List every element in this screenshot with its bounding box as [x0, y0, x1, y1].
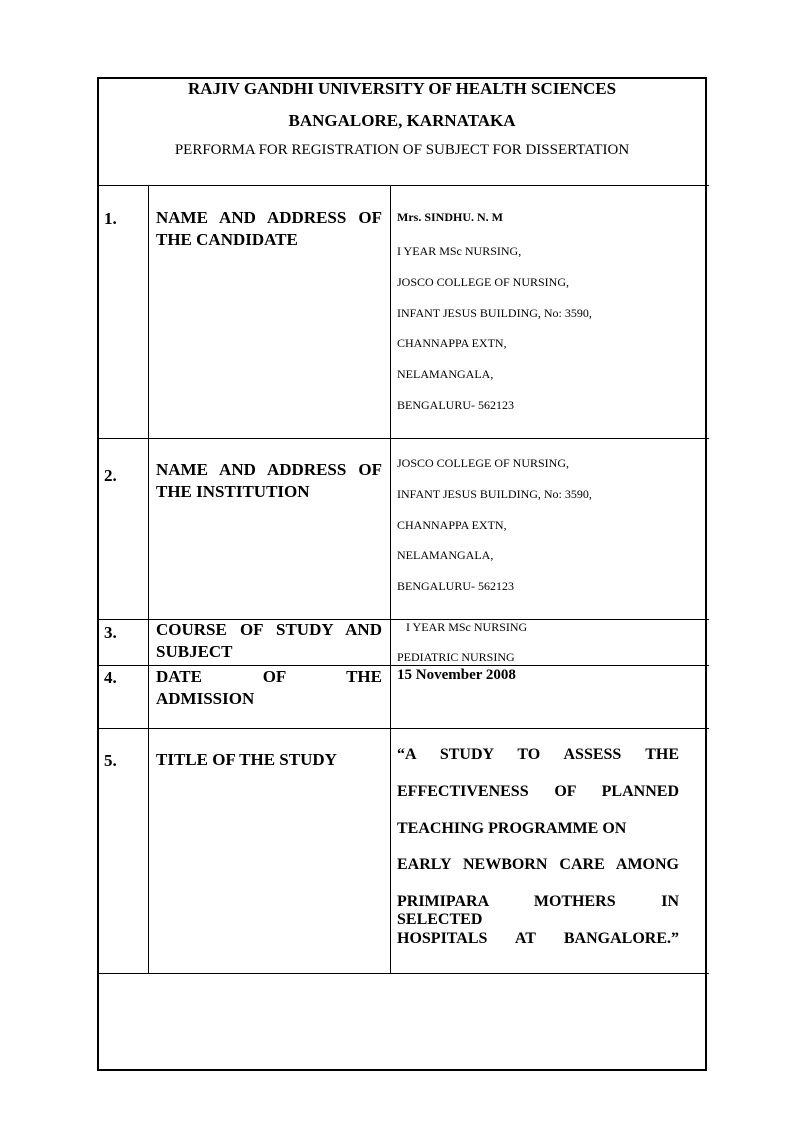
study-title-line: EFFECTIVENESS OF PLANNED: [397, 783, 679, 800]
candidate-name: Mrs. SINDHU. N. M: [397, 210, 503, 224]
university-location: BANGALORE, KARNATAKA: [288, 111, 516, 130]
study-title-line: HOSPITALS AT BANGALORE.”: [397, 930, 679, 947]
address-line: NELAMANGALA,: [397, 367, 494, 381]
row-number: 1.: [104, 209, 117, 228]
row-label-line1: NAME AND ADDRESS OF: [156, 460, 382, 479]
row-label-line2: ADMISSION: [156, 689, 255, 708]
study-title-line: TEACHING PROGRAMME ON: [397, 820, 627, 837]
address-line: INFANT JESUS BUILDING, No: 3590,: [397, 487, 592, 501]
row-label-line1: TITLE OF THE STUDY: [156, 750, 337, 769]
address-line: CHANNAPPA EXTN,: [397, 336, 507, 350]
row-number: 5.: [104, 751, 117, 770]
row-number: 2.: [104, 466, 117, 485]
column-divider-value: [390, 185, 391, 973]
row-label-line2: THE INSTITUTION: [156, 482, 310, 501]
row-label-line1: DATE OF THE: [156, 667, 382, 686]
address-line: BENGALURU- 562123: [397, 579, 514, 593]
table-top-rule: [97, 185, 709, 186]
admission-date: 15 November 2008: [397, 667, 516, 683]
row-label-line2: SUBJECT: [156, 642, 233, 661]
study-title-line: EARLY NEWBORN CARE AMONG: [397, 856, 679, 873]
study-title-line: “A STUDY TO ASSESS THE: [397, 746, 679, 763]
study-title-line: PRIMIPARA MOTHERS IN SELECTED: [397, 893, 679, 928]
address-line: I YEAR MSc NURSING,: [397, 244, 522, 258]
address-line: CHANNAPPA EXTN,: [397, 518, 507, 532]
row-label-line1: COURSE OF STUDY AND: [156, 620, 382, 639]
university-name: RAJIV GANDHI UNIVERSITY OF HEALTH SCIENCES: [187, 79, 617, 98]
column-divider-number: [148, 185, 149, 973]
row-label-line2: THE CANDIDATE: [156, 230, 298, 249]
address-line: JOSCO COLLEGE OF NURSING,: [397, 275, 570, 289]
form-title: PERFORMA FOR REGISTRATION OF SUBJECT FOR DISSERTATION: [174, 142, 630, 158]
address-line: JOSCO COLLEGE OF NURSING,: [397, 456, 570, 470]
row-label-line1: NAME AND ADDRESS OF: [156, 208, 382, 227]
row-number: 3.: [104, 623, 117, 642]
address-line: BENGALURU- 562123: [397, 398, 514, 412]
table-bottom-rule: [97, 973, 709, 974]
address-line: INFANT JESUS BUILDING, No: 3590,: [397, 306, 592, 320]
subject-name: PEDIATRIC NURSING: [397, 650, 515, 664]
row-number: 4.: [104, 668, 117, 687]
row-divider-1: [97, 438, 709, 439]
address-line: NELAMANGALA,: [397, 548, 494, 562]
course-name: I YEAR MSc NURSING: [406, 620, 528, 634]
row-divider-4: [97, 728, 709, 729]
